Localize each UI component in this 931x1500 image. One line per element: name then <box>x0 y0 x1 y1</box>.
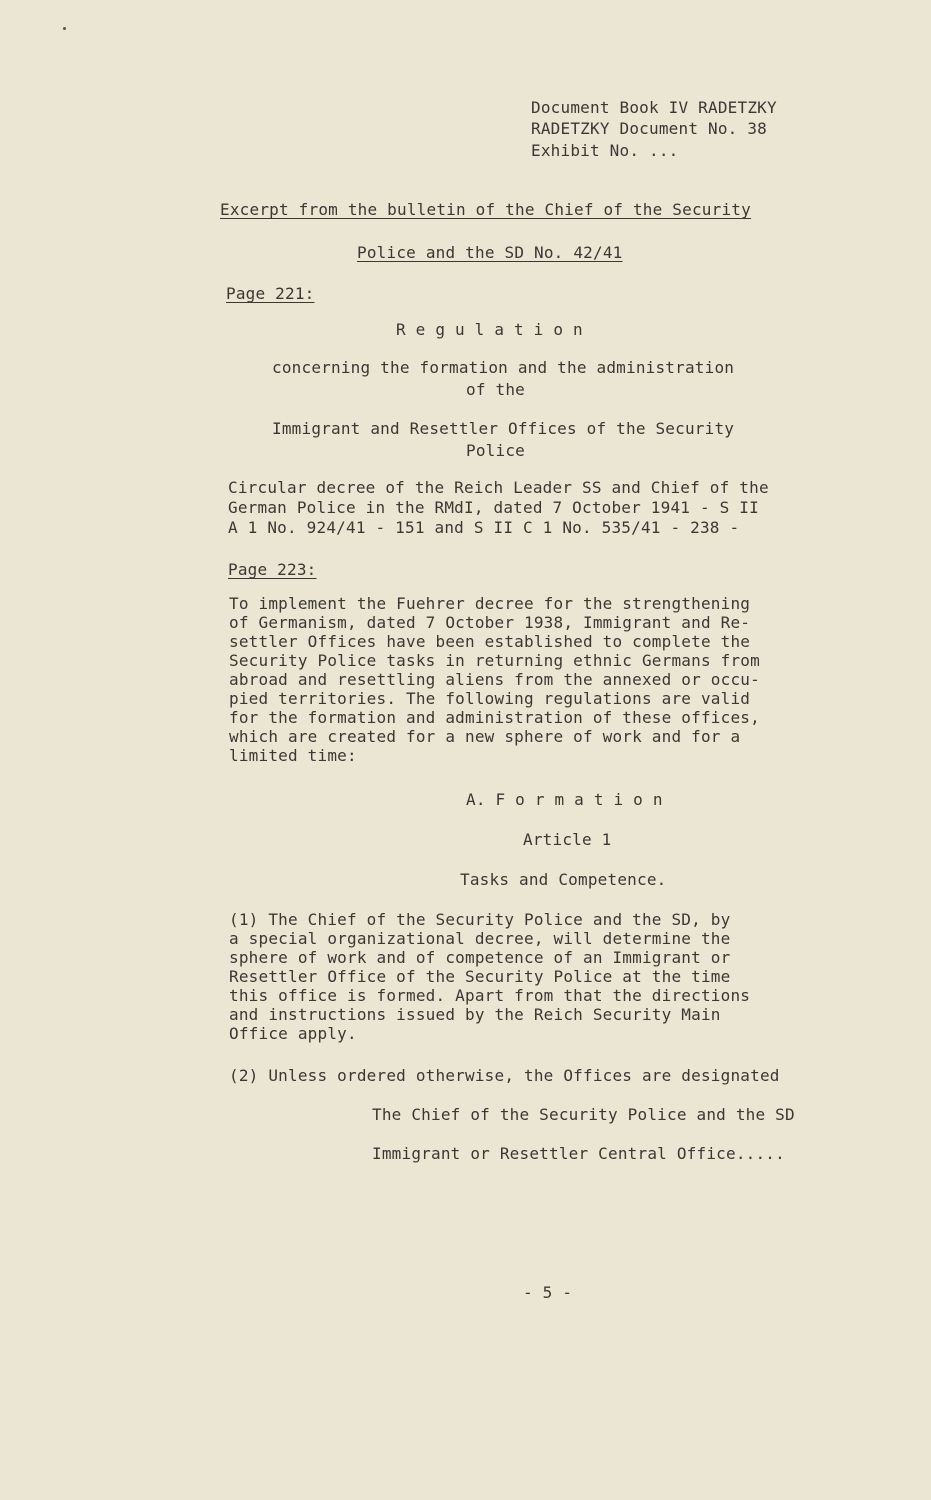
para1-line: and instructions issued by the Reich Security Main <box>229 1005 721 1024</box>
intro-line: To implement the Fuehrer decree for the strengthening <box>229 594 751 613</box>
intro-line: of Germanism, dated 7 October 1938, Immigrant and Re- <box>229 613 751 632</box>
designation-line-2: Immigrant or Resettler Central Office..... <box>372 1144 785 1163</box>
intro-line: settler Offices have been established to complete the <box>229 632 751 651</box>
title-line-2: Police and the SD No. 42/41 <box>357 243 623 262</box>
para1-line: Office apply. <box>229 1024 357 1043</box>
intro-line: for the formation and administration of these offices, <box>229 708 760 727</box>
decree-line-1: Circular decree of the Reich Leader SS and Chief of the <box>228 478 769 497</box>
offices-line-1: Immigrant and Resettler Offices of the Security <box>272 419 735 438</box>
decree-line-3: A 1 No. 924/41 - 151 and S II C 1 No. 535/41 - 238 - <box>228 518 740 537</box>
intro-line: pied territories. The following regulations are valid <box>229 689 751 708</box>
regulation-heading: R e g u l a t i o n <box>396 320 583 339</box>
article-1-heading: Article 1 <box>523 830 612 849</box>
intro-line: limited time: <box>229 746 357 765</box>
header-line-2: RADETZKY Document No. 38 <box>531 119 767 138</box>
decree-line-2: German Police in the RMdI, dated 7 October 1941 - S II <box>228 498 759 517</box>
intro-line: which are created for a new sphere of work and for a <box>229 727 741 746</box>
header-line-1: Document Book IV RADETZKY <box>531 98 777 117</box>
title-line-1: Excerpt from the bulletin of the Chief of the Security <box>220 200 751 219</box>
header-line-3: Exhibit No. ... <box>531 141 679 160</box>
paragraph-2-wrap <box>229 1066 931 1085</box>
designation-line-1: The Chief of the Security Police and the SD <box>372 1105 795 1124</box>
concerning-line-2: of the <box>466 380 525 399</box>
para1-line: (1) The Chief of the Security Police and the SD, by <box>229 910 731 929</box>
paragraph-2: (2) Unless ordered otherwise, the Offices are designated <box>229 1066 780 1085</box>
concerning-line-1: concerning the formation and the administration <box>272 358 735 377</box>
intro-line: abroad and resettling aliens from the annexed or occu- <box>229 670 760 689</box>
page-223-label: Page 223: <box>228 560 317 579</box>
tasks-heading: Tasks and Competence. <box>460 870 667 889</box>
page-number: - 5 - <box>523 1283 573 1302</box>
para1-line: Resettler Office of the Security Police at the time <box>229 967 731 986</box>
paper-speck <box>63 27 66 30</box>
para1-line: a special organizational decree, will determine the <box>229 929 731 948</box>
offices-line-2: Police <box>466 441 525 460</box>
page-221-label: Page 221: <box>226 284 315 303</box>
intro-line: Security Police tasks in returning ethnic Germans from <box>229 651 760 670</box>
section-a-heading: A. F o r m a t i o n <box>466 790 663 809</box>
para1-line: this office is formed. Apart from that the directions <box>229 986 751 1005</box>
para1-line: sphere of work and of competence of an Immigrant or <box>229 948 731 967</box>
